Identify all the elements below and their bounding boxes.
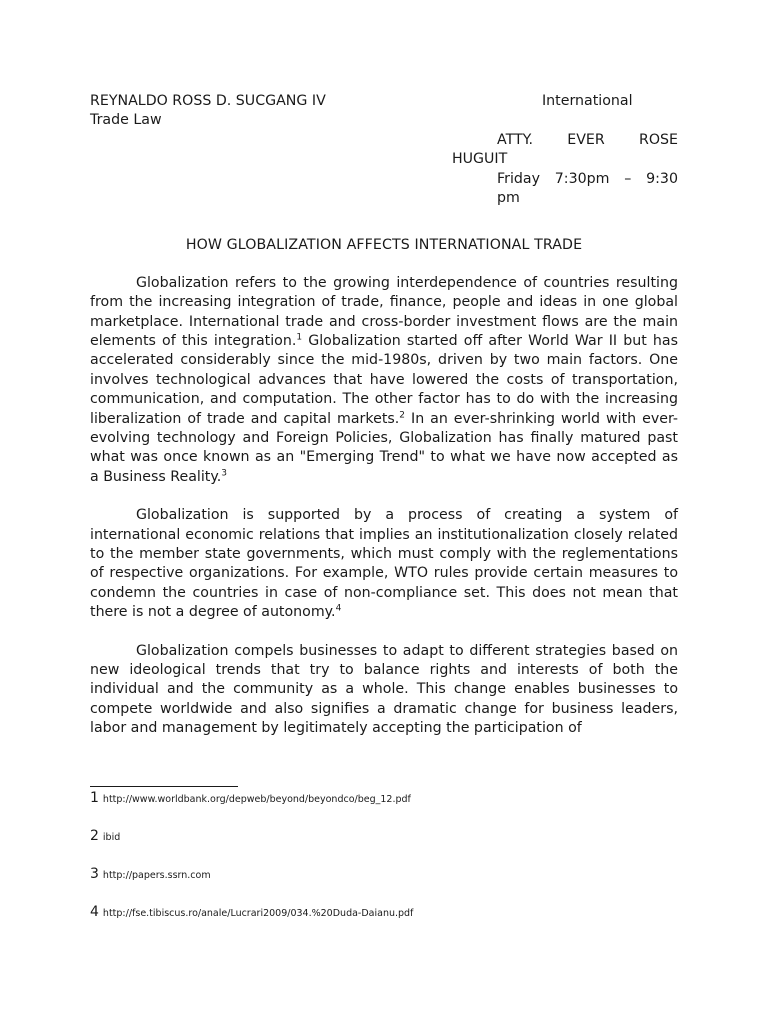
paragraph-3: Globalization compels businesses to adapt to different strategies based on new ideological trends that try to balance rights and interests of both the individual and the community as a whole. This change enables businesses to compete worldwide and also signifies a dramatic change for business leaders, labor and management by legitimately accepting the participation of [90, 642, 678, 737]
document-page [90, 92, 678, 758]
footnote-link[interactable]: http://www.worldbank.org/depweb/beyond/beyondco/beg_12.pdf [102, 794, 411, 805]
footnote-ref[interactable]: 3 [221, 468, 227, 479]
footnotes-section [90, 789, 413, 941]
footnote-item [90, 865, 413, 903]
paragraph-text: Globalization is supported by a process of creating a system of international economic relations that implies an institutionalization closely related to the member state governments, which must comply with the reglementations of respective organizations. For example, WTO rules provide certain measures to condemn the countries in case of non-compliance set. This does not mean that there is not a degree of autonomy. [90, 507, 678, 621]
author-name: REYNALDO ROSS D. SUCGANG IV [90, 93, 326, 109]
footnote-number: 1 [90, 790, 99, 806]
footnote-link[interactable]: http://papers.ssrn.com [102, 870, 211, 881]
footnote-text: ibid [102, 832, 121, 843]
professor-surname: HUGUIT [452, 151, 508, 168]
schedule-word: 7:30pm [554, 170, 610, 187]
paragraph-1 [90, 274, 678, 487]
schedule-word: – [624, 170, 632, 187]
course-name: International [542, 93, 633, 109]
paragraph-text: Globalization started off after World War II but has accelerated considerably since the mid-1980s, driven by two main factors. One involves technological advances that have lowered the costs of transportation, communication, and computation. The other factor has to do with the increasing liberalization of trade and capital markets. [90, 332, 678, 427]
footnote-item [90, 903, 413, 941]
footnote-ref[interactable]: 4 [335, 603, 342, 614]
footnote-item [90, 827, 413, 865]
professor-word: ATTY. [497, 131, 533, 148]
footnote-ref[interactable]: 2 [399, 409, 406, 420]
schedule-word: Friday [497, 170, 540, 187]
footnote-number: 3 [90, 866, 99, 882]
footnote-number: 2 [90, 828, 99, 844]
footnote-number: 4 [90, 904, 99, 920]
footnote-item [90, 789, 413, 827]
paragraph-text: In an ever-shrinking world with ever-evolving technology and Foreign Policies, Globalization has finally matured past what was once known as an "Emerging Trend" to what we have now accepted as a Business Reality. [90, 410, 678, 485]
course-name-continued: Trade Law [90, 112, 162, 129]
professor-word: EVER [567, 131, 605, 148]
paragraph-text: Globalization refers to the growing interdependence of countries resulting from the increasing integration of trade, finance, people and ideas in one global marketplace. International trade and cross-border investment flows are the main elements of this integration. [90, 274, 678, 349]
schedule-line [497, 170, 678, 189]
footnote-link[interactable]: http://fse.tibiscus.ro/anale/Lucrari2009/034.%20Duda-Daianu.pdf [102, 908, 414, 919]
footnote-ref[interactable]: 1 [296, 332, 303, 343]
professor-line [497, 131, 678, 150]
schedule-continued: pm [497, 189, 520, 206]
schedule-word: 9:30 [646, 170, 678, 187]
footnote-divider [90, 786, 238, 787]
document-title: HOW GLOBALIZATION AFFECTS INTERNATIONAL TRADE [185, 237, 583, 254]
paragraph-2 [90, 506, 678, 622]
professor-word: ROSE [639, 131, 678, 148]
header-line [90, 92, 678, 111]
